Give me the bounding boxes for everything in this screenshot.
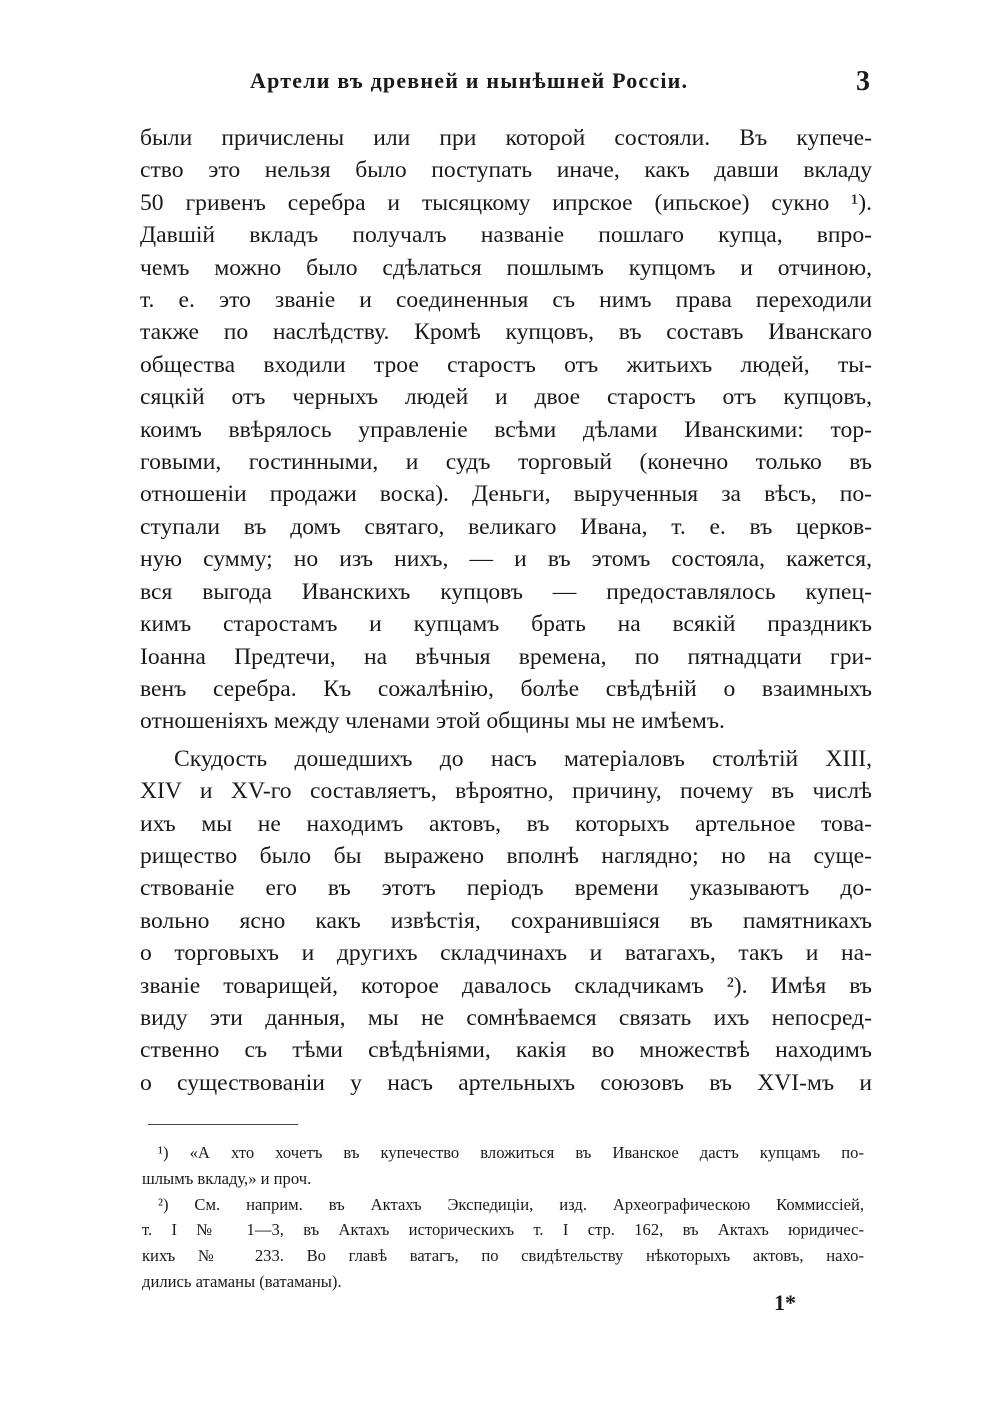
text-line: коимъ ввѣрялось управленіе всѣми дѣлами Иванскими: тор- xyxy=(140,416,872,443)
footnote-divider xyxy=(148,1124,298,1125)
text-line: о существованіи у насъ артельныхъ союзовъ въ XVI-мъ и xyxy=(140,1069,872,1096)
running-title: Артели въ древней и нынѣшней Россіи. xyxy=(250,68,689,93)
text-line: отношеніи продажи воска). Деньги, вырученныя за вѣсъ, по- xyxy=(140,481,872,508)
text-line: 50 гривенъ серебра и тысяцкому ипрское (ипьское) сукно ¹). xyxy=(140,189,872,216)
text-line: ную сумму; но изъ нихъ, — и въ этомъ состояла, кажется, xyxy=(140,546,872,573)
text-line: о торговыхъ и другихъ складчинахъ и ватагахъ, такъ и на- xyxy=(140,940,872,967)
footnotes xyxy=(142,1140,864,1295)
text-line: ступали въ домъ святаго, великаго Ивана, т. е. въ церков- xyxy=(140,513,872,540)
text-line: также по наслѣдству. Кромѣ купцовъ, въ составъ Иванскаго xyxy=(140,319,872,346)
text-line: ихъ мы не находимъ актовъ, въ которыхъ артельное това- xyxy=(140,810,872,837)
text-line: вся выгода Иванскихъ купцовъ — предоставлялось купец- xyxy=(140,578,872,605)
text-line: ство это нельзя было поступать иначе, какъ давши вкладу xyxy=(140,157,872,184)
text-line: венъ серебра. Къ сожалѣнію, болѣе свѣдѣній о взаимныхъ xyxy=(140,675,872,702)
footnote-line: шлымъ вкладу,» и проч. xyxy=(142,1168,312,1188)
text-line: говыми, гостинными, и судъ торговый (конечно только въ xyxy=(140,449,872,476)
text-line: ствованіе его въ этотъ періодъ времени указываютъ до- xyxy=(140,875,872,902)
page-header xyxy=(142,66,870,106)
text-line: XIV и XV-го составляетъ, вѣроятно, причину, почему въ числѣ xyxy=(140,778,872,805)
footnote-line: т. I № 1—3, въ Актахъ историческихъ т. I стр. 162, въ Актахъ юридичес- xyxy=(142,1220,864,1240)
footnote-line: ²) См. наприм. въ Актахъ Экспедиціи, изд. Археографическою Коммиссіей, xyxy=(158,1194,864,1214)
text-line: чемъ можно было сдѣлаться пошлымъ купцомъ и отчиною, xyxy=(140,254,872,281)
main-text xyxy=(140,122,872,1099)
text-line: были причислены или при которой состояли. Въ купече- xyxy=(140,125,872,151)
footnote-line: дились атаманы (ватаманы). xyxy=(142,1271,342,1291)
text-line: званіе товарищей, которое давалось складчикамъ ²). Имѣя въ xyxy=(140,972,872,999)
text-line: ственно съ тѣми свѣдѣніями, какія во множествѣ находимъ xyxy=(140,1037,872,1064)
text-line: виду эти данныя, мы не сомнѣваемся связать ихъ непосред- xyxy=(140,1004,872,1031)
paragraph-start-line: Скудость дошедшихъ до насъ матеріаловъ столѣтій XIII, xyxy=(174,745,872,772)
text-line: т. е. это званіе и соединенныя съ нимъ права переходили xyxy=(140,287,872,314)
page-number: 3 xyxy=(856,66,870,97)
text-line: вольно ясно какъ извѣстія, сохранившіяся въ памятникахъ xyxy=(140,907,872,934)
footnote-line: ¹) «А хто хочетъ въ купечество вложиться въ Иванское дастъ купцамъ по- xyxy=(158,1143,864,1162)
text-line: Іоанна Предтечи, на вѣчныя времена, по пятнадцати гри- xyxy=(140,643,872,670)
text-line: рищество было бы выражено вполнѣ наглядно; но на суще- xyxy=(140,842,872,869)
signature-mark: 1* xyxy=(774,1290,796,1315)
text-line: кимъ старостамъ и купцамъ брать на всякій праздникъ xyxy=(140,611,872,638)
text-line: общества входили трое старостъ отъ житьихъ людей, ты- xyxy=(140,351,872,378)
text-line: отношеніяхъ между членами этой общины мы не имѣемъ. xyxy=(140,708,725,735)
footnote-line: кихъ № 233. Во главѣ ватагъ, по свидѣтельству нѣкоторыхъ актовъ, нахо- xyxy=(142,1246,864,1266)
text-line: Давшій вкладъ получалъ названіе пошлаго купца, впро- xyxy=(140,222,872,249)
text-line: сяцкій отъ черныхъ людей и двое старостъ отъ купцовъ, xyxy=(140,384,872,411)
